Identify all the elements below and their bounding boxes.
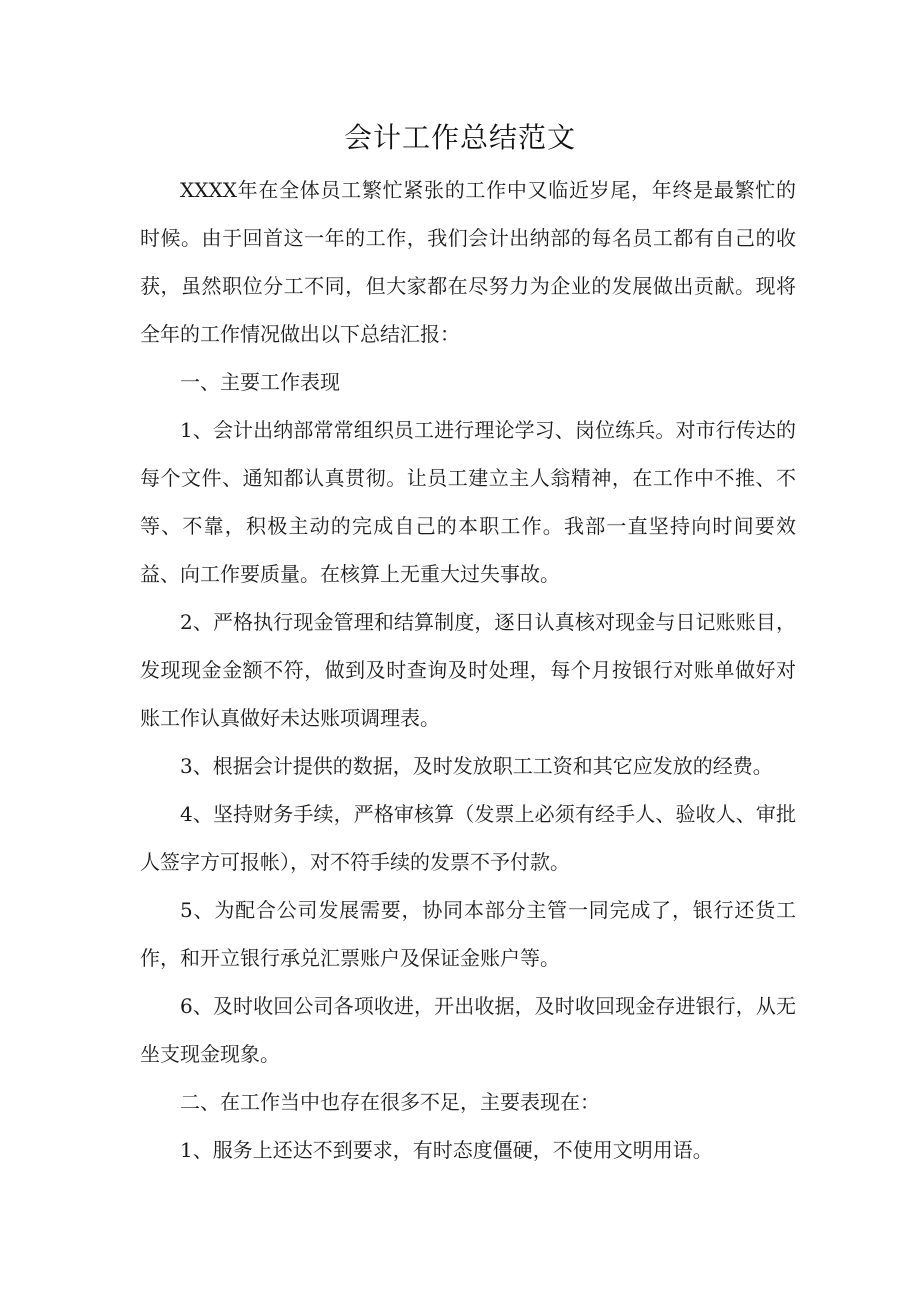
performance-item-1: 1、会计出纳部常常组织员工进行理论学习、岗位练兵。对市行传达的每个文件、通知都认真贯彻。让员工建立主人翁精神，在工作中不推、不等、不靠，积极主动的完成自己的本职工作。我部一直坚持向时间要效益、向工作要质量。在核算上无重大过失事故。 — [140, 418, 796, 586]
shortcoming-item-1: 1、服务上还达不到要求，有时态度僵硬，不使用文明用语。 — [180, 1138, 713, 1162]
performance-item-4: 4、坚持财务手续，严格审核算（发票上必须有经手人、验收人、审批人签字方可报帐），对不符手续的发票不予付款。 — [140, 802, 796, 874]
performance-item-6: 6、及时收回公司各项收进，开出收据，及时收回现金存进银行，从无坐支现金现象。 — [140, 994, 796, 1066]
performance-item-2: 2、严格执行现金管理和结算制度，逐日认真核对现金与日记账账目，发现现金金额不符，做到及时查询及时处理，每个月按银行对账单做好对账工作认真做好未达账项调理表。 — [140, 610, 796, 730]
performance-item-3: 3、根据会计提供的数据，及时发放职工工资和其它应发放的经费。 — [180, 754, 773, 778]
performance-item-5: 5、为配合公司发展需要，协同本部分主管一同完成了，银行还货工作，和开立银行承兑汇票账户及保证金账户等。 — [140, 898, 796, 970]
document-title: 会计工作总结范文 — [343, 121, 576, 154]
document-body — [140, 166, 796, 1174]
intro-paragraph: XXXX年在全体员工繁忙紧张的工作中又临近岁尾，年终是最繁忙的时候。由于回首这一年的工作，我们会计出纳部的每名员工都有自己的收获，虽然职位分工不同，但大家都在尽努力为企业的发展做出贡献。现将全年的工作情况做出以下总结汇报： — [140, 178, 796, 346]
section-heading-main-performance: 一、主要工作表现 — [180, 370, 340, 394]
section-heading-shortcomings: 二、在工作当中也存在很多不足，主要表现在： — [180, 1090, 600, 1114]
